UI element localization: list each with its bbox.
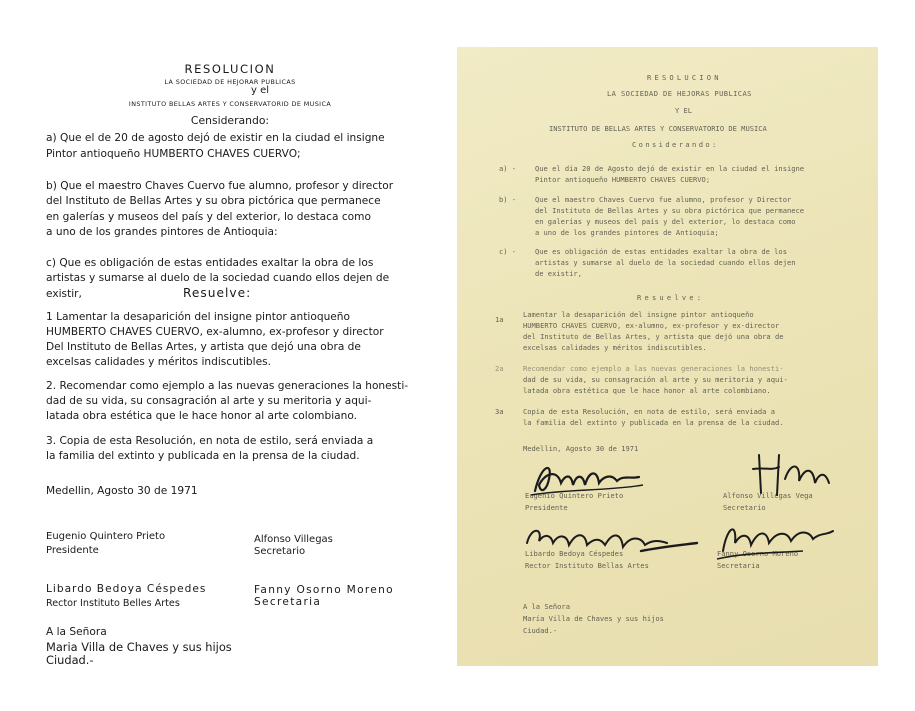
signature-secretaria xyxy=(713,513,843,565)
signatory-role: Secretario xyxy=(254,546,306,557)
signatory-role: Presidente xyxy=(46,545,99,556)
photo-marker: 2a xyxy=(495,364,504,373)
title: RESOLUCION xyxy=(184,62,276,76)
photo-signatory-name: Libardo Bedoya Céspedes xyxy=(525,549,624,558)
resolution-1-line: Del Instituto de Bellas Artes, y artista que dejó una obra de xyxy=(46,341,361,353)
photo-line: en galerías y museos del país y del exterior, lo destaca como xyxy=(535,217,796,226)
item-c-line: existir, xyxy=(46,288,82,300)
photo-conjunction: Y EL xyxy=(675,106,693,115)
photo-line: Que el maestro Chaves Cuervo fue alumno, profesor y Director xyxy=(535,195,792,204)
item-b-line: en galerías y museos del país y del exterior, lo destaca como xyxy=(46,211,371,223)
item-b-line: a uno de los grandes pintores de Antioquia: xyxy=(46,226,278,238)
signatory-name: Alfonso Villegas xyxy=(254,534,333,545)
conjunction: y el xyxy=(250,85,270,96)
photo-line: del Instituto de Bellas Artes y su obra pictórica que permanece xyxy=(535,206,805,215)
photo-line: Que es obligación de estas entidades exaltar la obra de los xyxy=(535,247,787,256)
item-c-line: artistas y sumarse al duelo de la sociedad cuando ellos dejen de xyxy=(46,272,390,284)
photo-signatory-name: Fanny Osorno Moreno xyxy=(717,549,799,558)
photo-org-line-1: LA SOCIEDAD DE HEJORAS PUBLICAS xyxy=(607,89,752,98)
photo-line: Copia de esta Resolución, en nota de estilo, será enviada a xyxy=(523,407,775,416)
photo-resolves: Resuelve: xyxy=(637,293,705,302)
photo-signatory-name: Eugenio Quintero Prieto xyxy=(525,491,624,500)
org-line-1: LA SOCIEDAD DE HEJORAR PUBLICAS xyxy=(164,78,296,86)
address-line: Ciudad.- xyxy=(46,653,94,667)
photo-org-line-2: INSTITUTO DE BELLAS ARTES Y CONSERVATORIO DE MUSICA xyxy=(549,124,767,133)
photo-line: latada obra estética que le hace honor al arte colombiano. xyxy=(523,386,771,395)
photo-considering: Considerando: xyxy=(632,140,719,149)
resolution-2-line: 2. Recomendar como ejemplo a las nuevas generaciones la honesti- xyxy=(46,380,409,392)
resolution-3-line: 3. Copia de esta Resolución, en nota de estilo, será enviada a xyxy=(46,435,374,447)
photo-line: la familia del extinto y publicada en la prensa de la ciudad. xyxy=(523,418,784,427)
item-b-line: del Instituto de Bellas Artes y su obra pictórica que permanece xyxy=(46,195,381,207)
photo-line: excelsas calidades y méritos indiscutibles. xyxy=(523,343,707,352)
photo-line: a uno de los grandes pintores de Antioquia; xyxy=(535,228,719,237)
photo-address-line: Ciudad.- xyxy=(523,626,558,635)
photo-line: del Instituto de Bellas Artes, y artista que dejó una obra de xyxy=(523,332,784,341)
photo-marker: 1a xyxy=(495,315,504,324)
photo-marker: c) - xyxy=(499,247,517,256)
signatory-name: Eugenio Quintero Prieto xyxy=(46,531,166,542)
signature-presidente xyxy=(527,455,647,501)
photo-line: HUMBERTO CHAVES CUERVO, ex-alumno, ex-profesor y ex-director xyxy=(523,321,780,330)
item-a-line: Pintor antioqueño HUMBERTO CHAVES CUERVO; xyxy=(46,148,301,160)
photo-line: Que el día 20 de Agosto dejó de existir en la ciudad el insigne xyxy=(535,164,805,173)
org-line-2: INSTITUTO BELLAS ARTES Y CONSERVATORID DE MUSICA xyxy=(128,100,332,108)
resolution-1-line: HUMBERTO CHAVES CUERVO, ex-alumno, ex-profesor y director xyxy=(46,326,384,338)
item-a-line: a) Que el de 20 de agosto dejó de existir en la ciudad el insigne xyxy=(46,132,385,144)
photo-date: Medellin, Agosto 30 de 1971 xyxy=(523,444,639,453)
resolves-heading: Resuelve: xyxy=(183,286,252,300)
photo-signatory-name: Alfonso Villegas Vega xyxy=(723,491,813,500)
photo-signatory-role: Rector Instituto Bellas Artes xyxy=(525,561,649,570)
considering-heading: Censiderando: xyxy=(190,114,270,127)
photo-line: artistas y sumarse al duelo de la sociedad cuando ellos dejen xyxy=(535,258,796,267)
photo-signatory-role: Secretaria xyxy=(717,561,760,570)
photo-signatory-role: Secretario xyxy=(723,503,766,512)
photo-address-line: A la Señora xyxy=(523,602,570,611)
address-line: Maria Villa de Chaves y sus hijos xyxy=(46,640,232,654)
photo-line: Recomendar como ejemplo a las nuevas generaciones la honesti- xyxy=(523,364,784,373)
resolution-2-line: latada obra estética que le hace honor al arte colombiano. xyxy=(46,410,358,422)
photo-line: Lamentar la desaparición del insigne pintor antioqueño xyxy=(523,310,754,319)
resolution-1-line: 1 Lamentar la desaparición del insigne pintor antioqueño xyxy=(46,311,350,323)
signature-secretario xyxy=(749,449,835,501)
photo-marker: b) - xyxy=(499,195,517,204)
original-document-photo xyxy=(457,47,878,666)
photo-signatory-role: Presidente xyxy=(525,503,568,512)
photo-address-line: María Villa de Chaves y sus hijos xyxy=(523,614,664,623)
photo-marker: a) - xyxy=(499,164,517,173)
date-line: Medellin, Agosto 30 de 1971 xyxy=(46,485,198,497)
signature-rector xyxy=(521,517,701,557)
item-b-line: b) Que el maestro Chaves Cuervo fue alumno, profesor y director xyxy=(46,180,394,192)
address-line: A la Señora xyxy=(46,626,107,638)
signatory-name: Libardo Bedoya Céspedes xyxy=(46,583,207,595)
resolution-2-line: dad de su vida, su consagración al arte y su meritoria y aqui- xyxy=(46,395,372,407)
signatory-name: Fanny Osorno Moreno xyxy=(254,584,394,596)
photo-line: Pintor antioqueño HUMBERTO CHAVES CUERVO; xyxy=(535,175,711,184)
resolution-3-line: la familia del extinto y publicada en la prensa de la ciudad. xyxy=(46,450,360,462)
resolution-1-line: excelsas calidades y méritos indiscutibles. xyxy=(46,356,271,368)
photo-line: de existir, xyxy=(535,269,582,278)
photo-title: RESOLUCION xyxy=(647,73,722,82)
signatory-role: Rector Instituto Belles Artes xyxy=(46,598,180,609)
signatory-role: Secretaria xyxy=(254,596,322,608)
item-c-line: c) Que es obligación de estas entidades exaltar la obra de los xyxy=(46,257,374,269)
photo-line: dad de su vida, su consagración al arte y su meritoria y aqui- xyxy=(523,375,788,384)
photo-marker: 3a xyxy=(495,407,504,416)
